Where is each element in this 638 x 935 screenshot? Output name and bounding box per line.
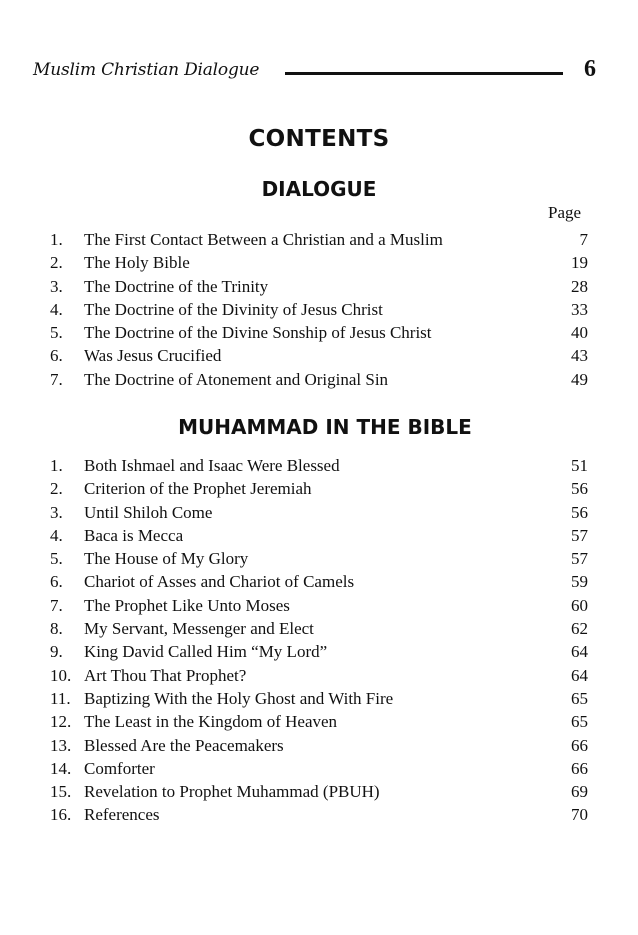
entry-number: 2. bbox=[50, 253, 63, 273]
entry-number: 10. bbox=[50, 665, 72, 685]
toc-entry[interactable] bbox=[50, 570, 588, 593]
entry-number: 7. bbox=[50, 595, 63, 615]
entry-title: The Prophet Like Unto Moses bbox=[84, 595, 290, 615]
dialogue-toc bbox=[50, 228, 588, 391]
running-title: Muslim Christian Dialogue bbox=[33, 60, 260, 80]
entry-page: 66 bbox=[571, 758, 588, 778]
entry-title: Baca is Mecca bbox=[84, 525, 184, 545]
toc-entry[interactable] bbox=[50, 477, 588, 500]
toc-entry[interactable] bbox=[50, 594, 588, 617]
toc-entry[interactable] bbox=[50, 454, 588, 477]
entry-number: 12. bbox=[50, 712, 72, 732]
entry-number: 2. bbox=[50, 479, 63, 499]
entry-title: Revelation to Prophet Muhammad (PBUH) bbox=[84, 782, 380, 802]
entry-number: 9. bbox=[50, 642, 63, 662]
entry-number: 1. bbox=[50, 230, 63, 249]
page-number: 6 bbox=[584, 56, 596, 82]
toc-entry[interactable] bbox=[50, 501, 588, 524]
entry-title: Chariot of Asses and Chariot of Camels bbox=[84, 572, 355, 592]
entry-page: 69 bbox=[571, 782, 588, 802]
entry-title: Was Jesus Crucified bbox=[84, 346, 222, 366]
entry-title: Baptizing With the Holy Ghost and With Fire bbox=[84, 688, 394, 708]
entry-page: 43 bbox=[571, 346, 588, 366]
entry-number: 3. bbox=[50, 276, 63, 296]
entry-number: 7. bbox=[50, 369, 63, 389]
entry-title: The Doctrine of the Trinity bbox=[84, 276, 269, 296]
header-rule bbox=[285, 72, 563, 75]
entry-page: 28 bbox=[571, 276, 588, 296]
entry-number: 6. bbox=[50, 572, 63, 592]
muhammad-heading: MUHAMMAD IN THE BIBLE bbox=[178, 415, 472, 439]
toc-entry[interactable] bbox=[50, 757, 588, 780]
entry-number: 8. bbox=[50, 619, 63, 639]
toc-entry[interactable] bbox=[50, 368, 588, 391]
entry-page: 33 bbox=[571, 299, 588, 319]
entry-title: Comforter bbox=[84, 758, 155, 778]
toc-entry[interactable] bbox=[50, 228, 588, 251]
entry-page: 51 bbox=[571, 456, 588, 475]
entry-number: 16. bbox=[50, 805, 72, 825]
entry-title: References bbox=[84, 805, 160, 825]
muhammad-toc bbox=[50, 454, 588, 827]
entry-page: 64 bbox=[571, 642, 588, 662]
toc-entry[interactable] bbox=[50, 344, 588, 367]
entry-page: 59 bbox=[571, 572, 588, 592]
toc-entry[interactable] bbox=[50, 780, 588, 803]
entry-page: 56 bbox=[571, 502, 588, 522]
entry-page: 65 bbox=[571, 688, 588, 708]
entry-page: 60 bbox=[571, 595, 588, 615]
entry-page: 57 bbox=[571, 525, 588, 545]
toc-entry[interactable] bbox=[50, 275, 588, 298]
toc-entry[interactable] bbox=[50, 251, 588, 274]
dialogue-heading: DIALOGUE bbox=[261, 177, 377, 201]
toc-entry[interactable] bbox=[50, 547, 588, 570]
entry-title: The Holy Bible bbox=[84, 253, 190, 273]
entry-page: 64 bbox=[571, 665, 588, 685]
entry-page: 57 bbox=[571, 549, 588, 569]
toc-entry[interactable] bbox=[50, 617, 588, 640]
entry-number: 5. bbox=[50, 549, 63, 569]
entry-page: 56 bbox=[571, 479, 588, 499]
entry-number: 11. bbox=[50, 688, 71, 708]
entry-number: 14. bbox=[50, 758, 72, 778]
entry-title: My Servant, Messenger and Elect bbox=[84, 619, 314, 639]
entry-page: 40 bbox=[571, 323, 588, 343]
entry-title: Art Thou That Prophet? bbox=[84, 665, 247, 685]
entry-title: The Doctrine of the Divine Sonship of Jesus Christ bbox=[84, 323, 432, 343]
entry-number: 5. bbox=[50, 323, 63, 343]
entry-number: 13. bbox=[50, 735, 72, 755]
toc-entry[interactable] bbox=[50, 664, 588, 687]
toc-entry[interactable] bbox=[50, 640, 588, 663]
toc-entry[interactable] bbox=[50, 321, 588, 344]
entry-title: Both Ishmael and Isaac Were Blessed bbox=[84, 456, 340, 475]
entry-title: Until Shiloh Come bbox=[84, 502, 213, 522]
entry-title: The House of My Glory bbox=[84, 549, 249, 569]
entry-number: 3. bbox=[50, 502, 63, 522]
running-header bbox=[33, 58, 608, 90]
entry-page: 65 bbox=[571, 712, 588, 732]
toc-entry[interactable] bbox=[50, 710, 588, 733]
entry-number: 4. bbox=[50, 525, 63, 545]
entry-page: 62 bbox=[571, 619, 588, 639]
entry-number: 6. bbox=[50, 346, 63, 366]
toc-entry[interactable] bbox=[50, 803, 588, 826]
entry-number: 15. bbox=[50, 782, 72, 802]
entry-number: 4. bbox=[50, 299, 63, 319]
entry-page: 66 bbox=[571, 735, 588, 755]
entry-title: Criterion of the Prophet Jeremiah bbox=[84, 479, 312, 499]
entry-title: The Doctrine of Atonement and Original Sin bbox=[84, 369, 389, 389]
entry-title: The Least in the Kingdom of Heaven bbox=[84, 712, 338, 732]
toc-entry[interactable] bbox=[50, 524, 588, 547]
entry-title: Blessed Are the Peacemakers bbox=[84, 735, 284, 755]
toc-entry[interactable] bbox=[50, 298, 588, 321]
page-column-label: Page bbox=[548, 203, 582, 222]
entry-title: The First Contact Between a Christian and a Muslim bbox=[84, 230, 443, 249]
toc-entry[interactable] bbox=[50, 687, 588, 710]
toc-entry[interactable] bbox=[50, 734, 588, 757]
entry-title: The Doctrine of the Divinity of Jesus Christ bbox=[84, 299, 383, 319]
entry-title: King David Called Him “My Lord” bbox=[84, 642, 328, 662]
entry-number: 1. bbox=[50, 456, 63, 475]
contents-title: CONTENTS bbox=[248, 126, 390, 152]
entry-page: 19 bbox=[571, 253, 588, 273]
entry-page: 49 bbox=[571, 369, 588, 389]
entry-page: 70 bbox=[571, 805, 588, 825]
entry-page: 7 bbox=[579, 230, 588, 249]
